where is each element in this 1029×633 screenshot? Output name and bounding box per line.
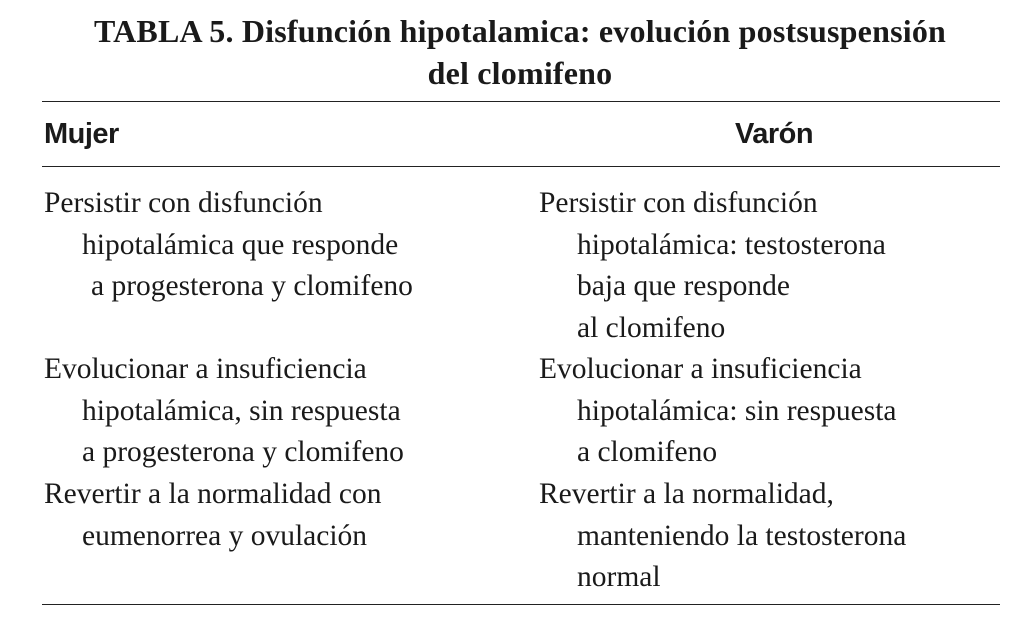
entry-line: hipotalámica: sin respuesta <box>577 394 897 427</box>
entry-line: Revertir a la normalidad con <box>44 478 382 510</box>
column-varon <box>539 183 1009 599</box>
table-title-line-1: TABLA 5. Disfunción hipotalamica: evolución postsuspensión <box>93 13 947 49</box>
table-title <box>40 10 1000 94</box>
entry-line: manteniendo la testosterona <box>577 519 907 552</box>
entry-line: hipotalámica, sin respuesta <box>82 394 401 427</box>
entry-line: a progesterona y clomifeno <box>91 270 413 302</box>
column-header-varon: Varón <box>735 118 814 150</box>
varon-entry-revertir <box>539 474 1009 599</box>
entry-line: Persistir con disfunción <box>539 187 818 219</box>
column-header-mujer: Mujer <box>44 118 119 150</box>
entry-line: a progesterona y clomifeno <box>82 436 404 468</box>
varon-entry-evolucionar <box>539 349 1009 474</box>
column-mujer <box>44 183 524 557</box>
entry-line: Evolucionar a insuficiencia <box>539 353 862 385</box>
mujer-entry-persistir <box>44 183 524 349</box>
entry-line: normal <box>577 561 661 593</box>
varon-entry-persistir <box>539 183 1009 349</box>
entry-line: hipotalámica: testosterona <box>577 228 886 261</box>
mujer-entry-revertir <box>44 474 524 557</box>
entry-line: Persistir con disfunción <box>44 187 323 219</box>
entry-line: a clomifeno <box>577 436 718 468</box>
bottom-rule <box>42 604 1000 605</box>
table-title-line-2: del clomifeno <box>427 55 613 91</box>
entry-line: eumenorrea y ovulación <box>82 519 368 552</box>
mujer-entry-evolucionar <box>44 349 524 474</box>
header-rule <box>42 166 1000 167</box>
entry-line: hipotalámica que responde <box>82 228 399 261</box>
entry-line: Evolucionar a insuficiencia <box>44 353 367 385</box>
entry-line: Revertir a la normalidad, <box>539 478 834 510</box>
entry-line: al clomifeno <box>577 311 726 344</box>
top-rule <box>42 101 1000 102</box>
entry-line: baja que responde <box>577 270 790 302</box>
